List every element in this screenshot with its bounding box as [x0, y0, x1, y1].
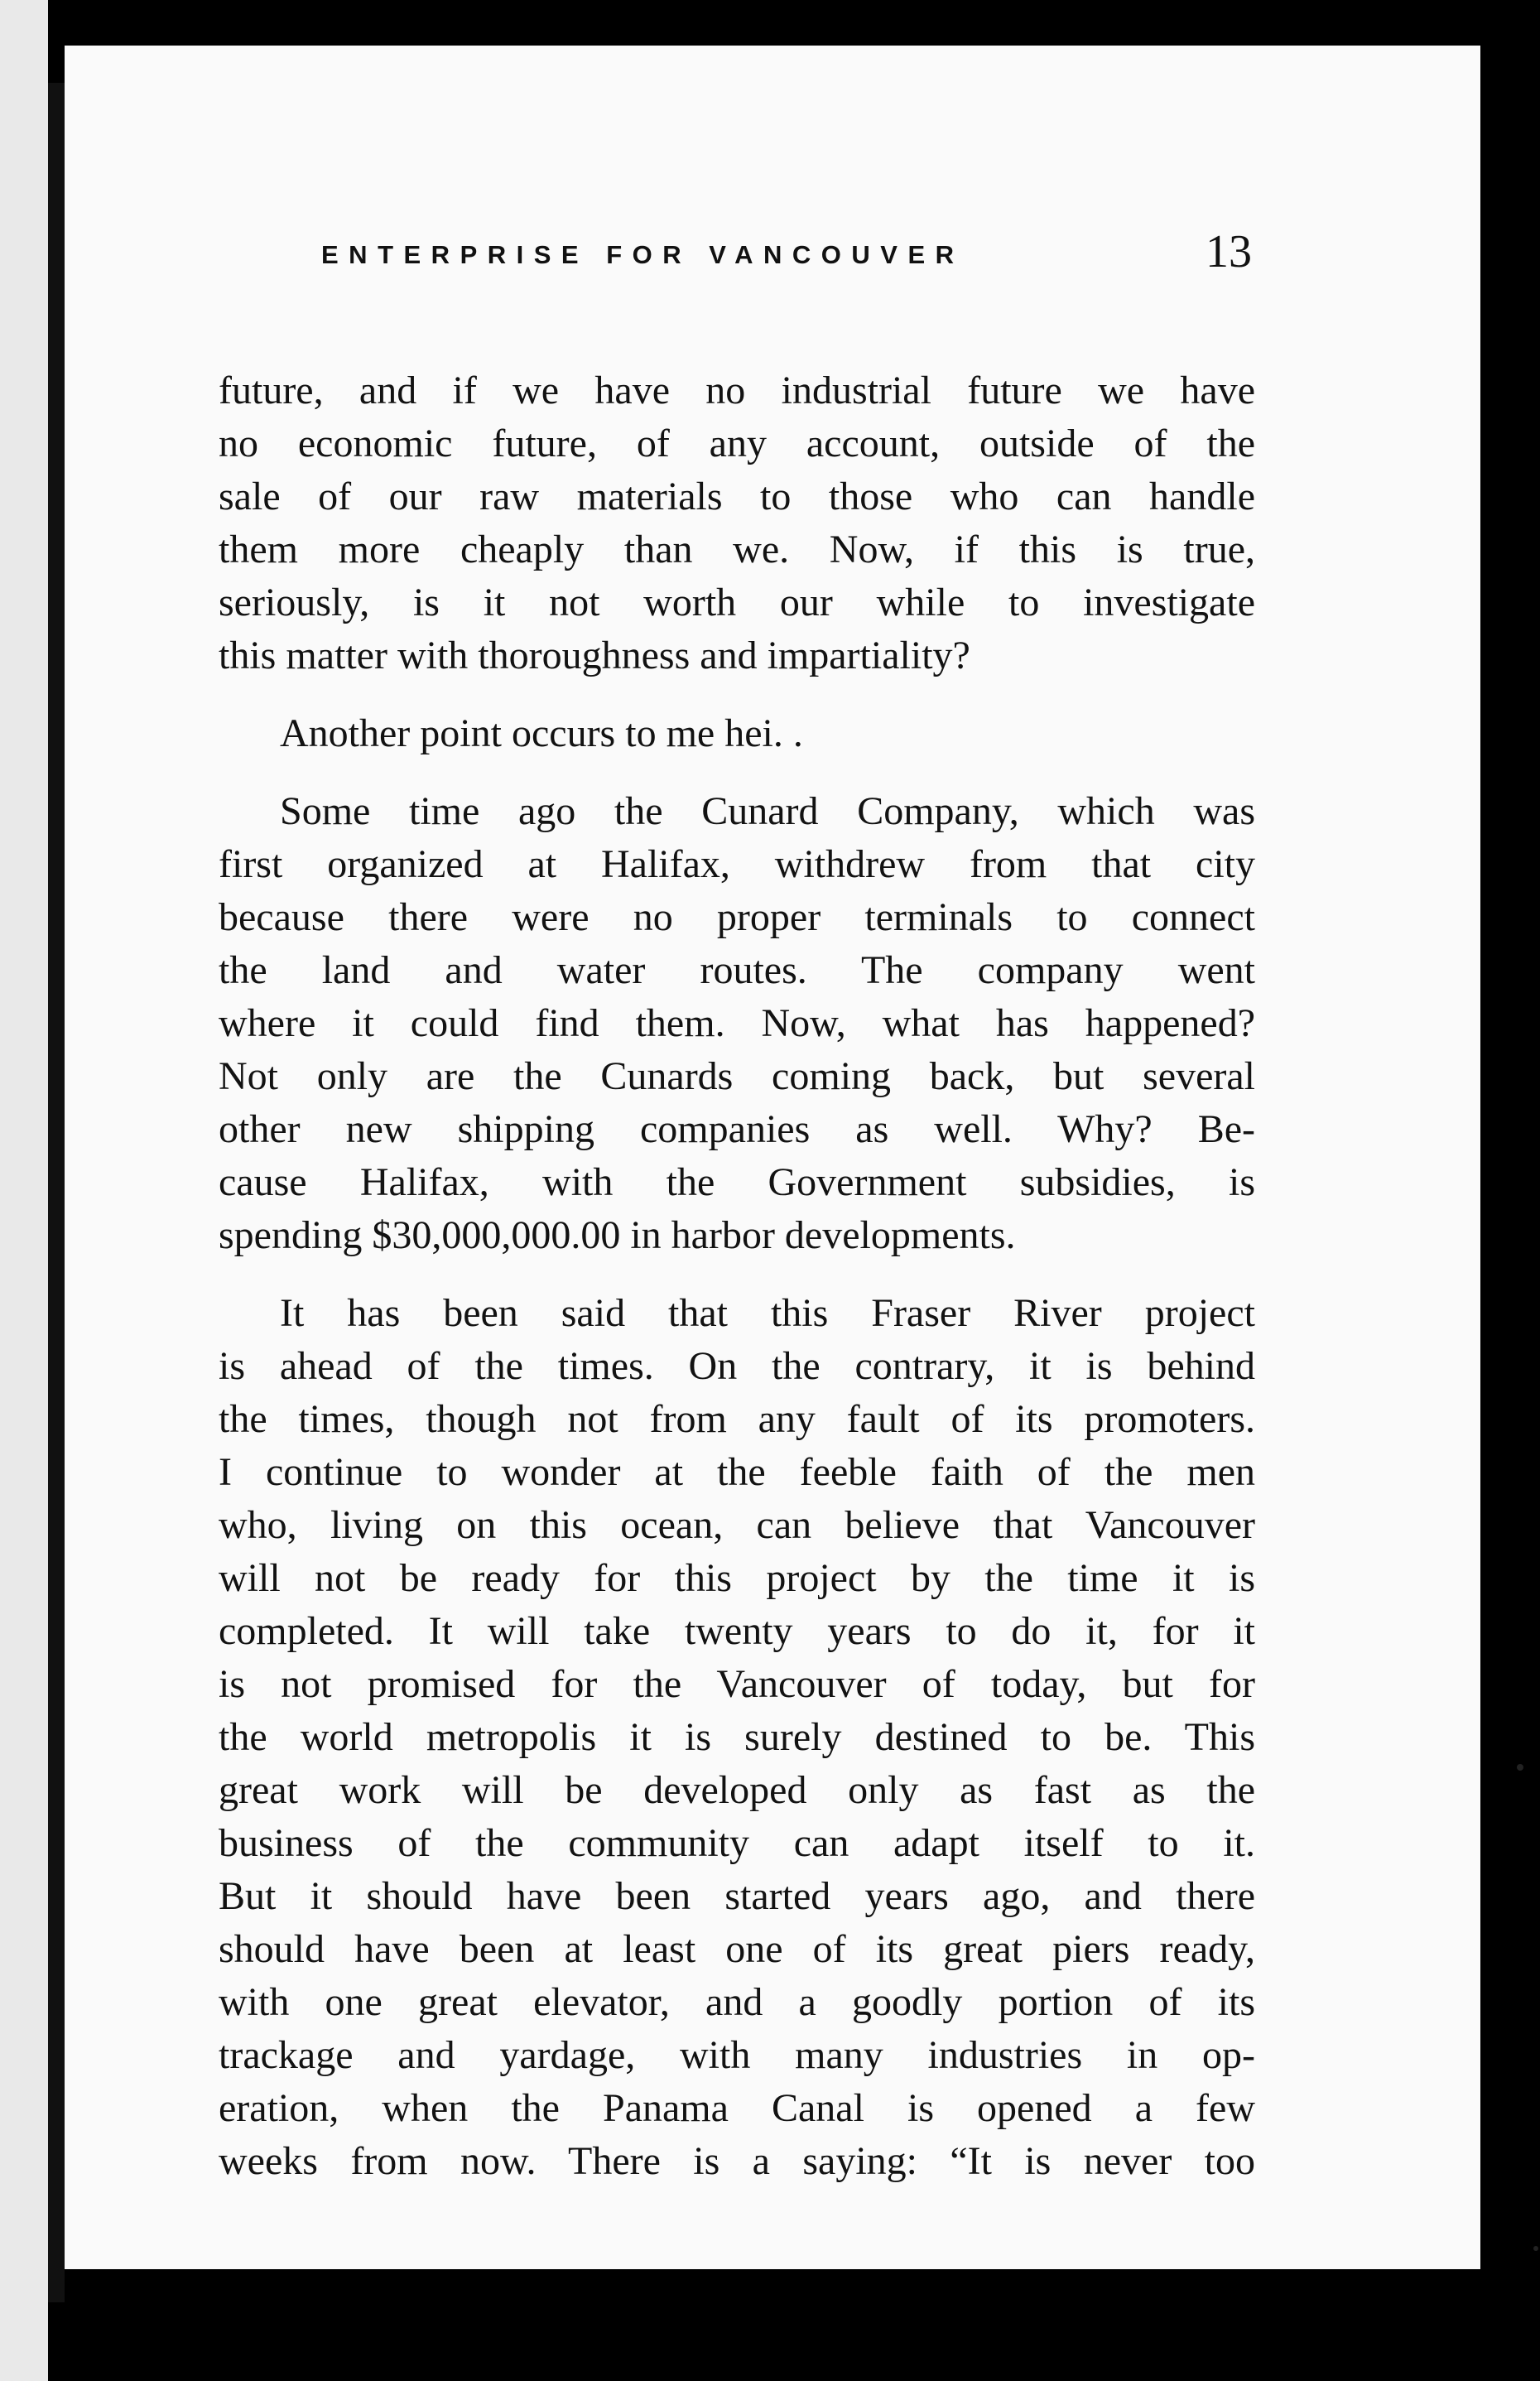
- page-number: 13: [1206, 226, 1252, 277]
- text-line: spending $30,000,000.00 in harbor developments.: [219, 1213, 1016, 1257]
- paragraph-gap: [219, 760, 1255, 785]
- paragraph: [219, 707, 1255, 760]
- text-line: is not promised for the Vancouver of today, but for: [219, 1662, 1255, 1706]
- scan-speck: [1517, 1764, 1523, 1771]
- text-line: seriously, is it not worth our while to investigate: [219, 581, 1255, 624]
- body-text: [219, 364, 1255, 2188]
- text-line: is ahead of the times. On the contrary, it is behind: [219, 1344, 1255, 1388]
- running-head: [321, 224, 1252, 290]
- text-line: who, living on this ocean, can believe that Vancouver: [219, 1503, 1255, 1547]
- text-line: Not only are the Cunards coming back, but several: [219, 1054, 1255, 1098]
- text-line: Another point occurs to me hei. .: [280, 711, 803, 755]
- text-line: business of the community can adapt itself to it.: [219, 1821, 1255, 1865]
- running-title: ENTERPRISE FOR VANCOUVER: [321, 240, 965, 269]
- text-line: should have been at least one of its great piers ready,: [219, 1927, 1255, 1971]
- text-line: completed. It will take twenty years to do it, for it: [219, 1609, 1255, 1653]
- text-line: other new shipping companies as well. Why? Be-: [219, 1107, 1255, 1151]
- text-line: sale of our raw materials to those who can handle: [219, 475, 1255, 518]
- text-line: great work will be developed only as fast as the: [219, 1768, 1255, 1812]
- text-line: the world metropolis it is surely destined to be. This: [219, 1715, 1255, 1759]
- text-line: trackage and yardage, with many industries in op-: [219, 2033, 1255, 2077]
- text-line: because there were no proper terminals to connect: [219, 895, 1255, 939]
- text-line: where it could find them. Now, what has happened?: [219, 1001, 1255, 1045]
- text-line: cause Halifax, with the Government subsidies, is: [219, 1160, 1255, 1204]
- paragraph: [219, 364, 1255, 682]
- scan-speck: [1533, 2246, 1538, 2251]
- text-line: first organized at Halifax, withdrew from that city: [219, 842, 1255, 886]
- paragraph-gap: [219, 1262, 1255, 1287]
- paragraph-gap: [219, 682, 1255, 707]
- text-line: them more cheaply than we. Now, if this is true,: [219, 528, 1255, 571]
- text-line: I continue to wonder at the feeble faith of the men: [219, 1450, 1255, 1494]
- text-line: But it should have been started years ago, and there: [219, 1874, 1255, 1918]
- text-line: the land and water routes. The company went: [219, 948, 1255, 992]
- scan-left-margin: [0, 0, 48, 2381]
- text-line: with one great elevator, and a goodly portion of its: [219, 1980, 1255, 2024]
- text-line: weeks from now. There is a saying: “It is never too: [219, 2139, 1255, 2183]
- text-line: It has been said that this Fraser River project: [280, 1291, 1255, 1335]
- paragraph: [219, 785, 1255, 1262]
- paragraph: [219, 1287, 1255, 2188]
- text-line: future, and if we have no industrial future we have: [219, 369, 1255, 412]
- text-line: Some time ago the Cunard Company, which was: [280, 789, 1255, 833]
- text-line: the times, though not from any fault of its promoters.: [219, 1397, 1255, 1441]
- text-line: eration, when the Panama Canal is opened a few: [219, 2086, 1255, 2130]
- text-line: will not be ready for this project by the time it is: [219, 1556, 1255, 1600]
- book-binding-shadow: [48, 83, 65, 2302]
- text-line: no economic future, of any account, outside of the: [219, 422, 1255, 465]
- text-line: this matter with thoroughness and impartiality?: [219, 634, 970, 677]
